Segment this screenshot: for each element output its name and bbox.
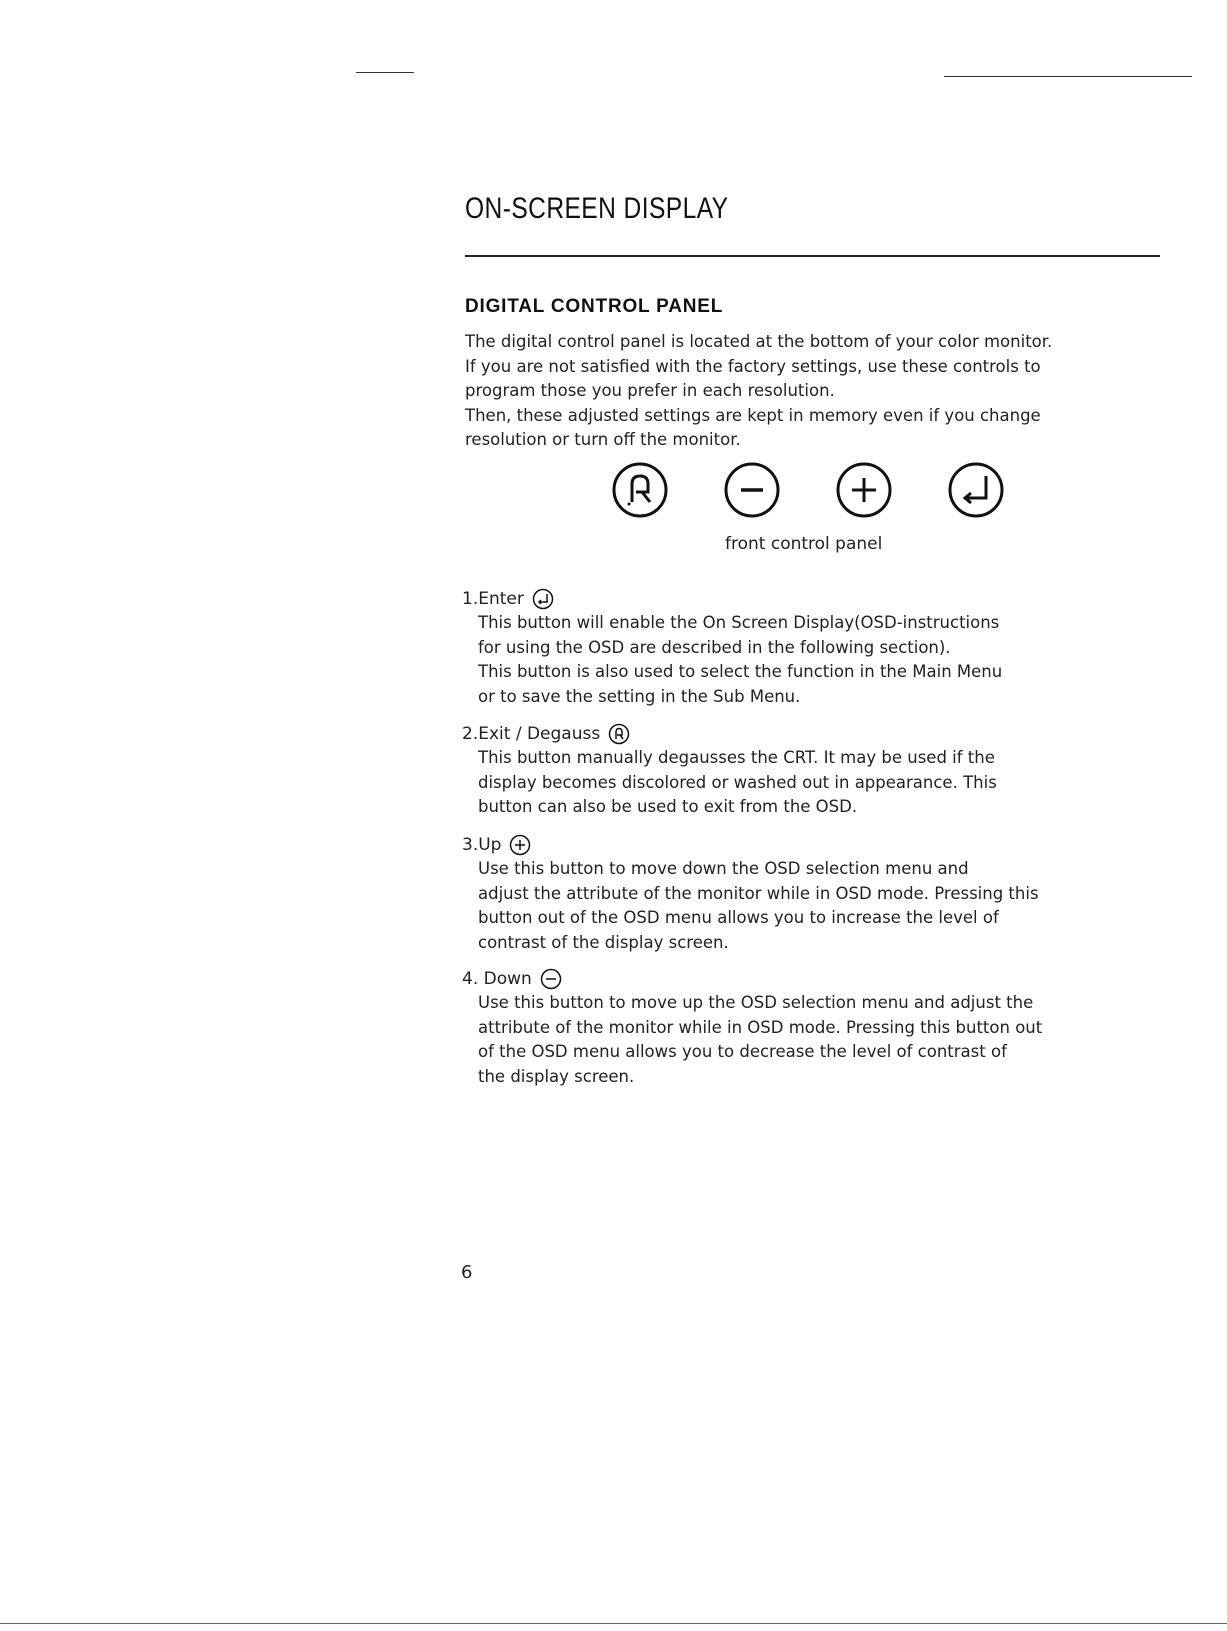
minus-icon — [724, 462, 780, 518]
page-number: 6 — [461, 1262, 473, 1283]
intro-paragraph — [465, 330, 1165, 453]
title-divider — [465, 255, 1160, 257]
section-heading: DIGITAL CONTROL PANEL — [465, 296, 724, 317]
degauss-icon — [612, 462, 668, 518]
list-item-down — [462, 967, 1042, 1089]
list-item-exit-degauss — [462, 722, 997, 820]
plus-icon — [836, 462, 892, 518]
item-line: Use this button to move down the OSD selection menu and — [478, 859, 969, 878]
intro-line: resolution or turn off the monitor. — [465, 430, 741, 449]
item-line: for using the OSD are described in the following section). — [478, 637, 951, 657]
minus-icon — [540, 968, 562, 990]
item-line: contrast of the display screen. — [478, 932, 729, 952]
intro-line: If you are not satisfied with the factory settings, use these controls to — [465, 356, 1041, 376]
item-line: display becomes discolored or washed out in appearance. This — [478, 772, 997, 792]
enter-icon — [532, 588, 554, 610]
degauss-icon — [608, 723, 630, 745]
scan-artifact-line — [944, 76, 1192, 77]
list-item-enter — [462, 587, 1002, 709]
scan-artifact-line — [0, 1623, 1227, 1624]
item-title: 1.Enter — [462, 589, 524, 609]
item-line: of the OSD menu allows you to decrease the level of contrast of — [478, 1042, 1007, 1061]
item-line: adjust the attribute of the monitor while in OSD mode. Pressing this — [478, 883, 1039, 903]
item-line: or to save the setting in the Sub Menu. — [478, 686, 801, 706]
item-line: This button manually degausses the CRT. It may be used if the — [478, 748, 995, 767]
item-title: 4. Down — [462, 969, 532, 989]
page-title: ON-SCREEN DISPLAY — [465, 192, 729, 225]
intro-line: Then, these adjusted settings are kept in memory even if you change — [465, 405, 1041, 425]
front-control-panel — [612, 462, 1012, 522]
item-line: This button is also used to select the function in the Main Menu — [478, 662, 1003, 681]
item-title: 2.Exit / Degauss — [462, 724, 601, 744]
item-line: This button will enable the On Screen Display(OSD-instructions — [478, 613, 1000, 632]
intro-line: The digital control panel is located at the bottom of your color monitor. — [465, 332, 1053, 351]
item-line: button out of the OSD menu allows you to increase the level of — [478, 908, 999, 927]
panel-caption: front control panel — [725, 534, 883, 554]
item-title: 3.Up — [462, 835, 502, 855]
plus-icon — [509, 834, 531, 856]
item-line: the display screen. — [478, 1066, 635, 1086]
enter-icon — [948, 462, 1004, 518]
item-line: button can also be used to exit from the OSD. — [478, 797, 858, 816]
item-line: attribute of the monitor while in OSD mode. Pressing this button out — [478, 1017, 1043, 1037]
scan-artifact-line — [356, 72, 414, 73]
intro-line: program those you prefer in each resolution. — [465, 381, 835, 400]
list-item-up — [462, 833, 1039, 955]
item-line: Use this button to move up the OSD selection menu and adjust the — [478, 993, 1034, 1012]
